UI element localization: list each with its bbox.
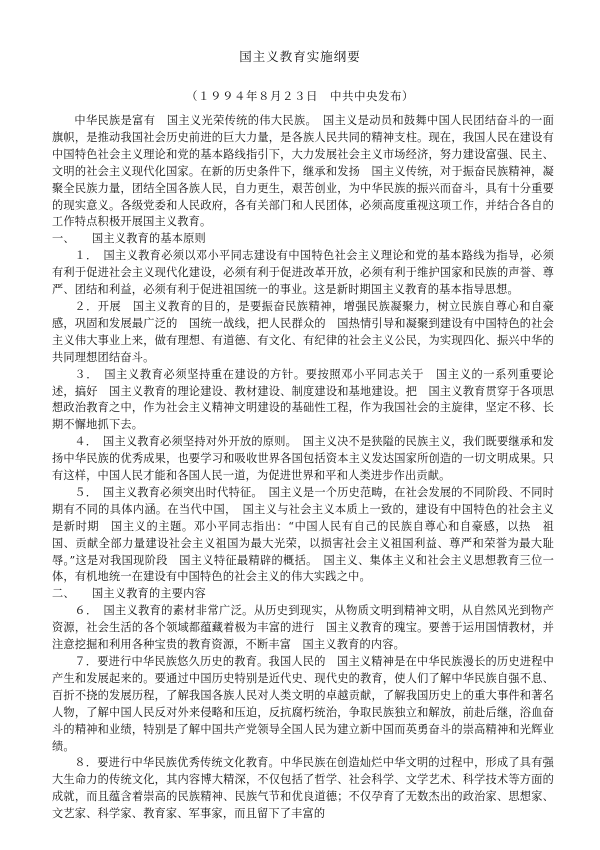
body-paragraph: ８．要进行中华民族优秀传统文化教育。中华民族在创造灿烂中华文明的过程中，形成了具有强大生命力的传统文化，其内容博大精深，不仅包括了哲学、社会科学、文学艺术、科学技术等方面的成就，而且蕴含着崇高的民族精神、民族气节和优良道德；不仅孕育了无数杰出的政治家、思想家、文艺家、科学家、教育家、军事家，而且留下了丰富的: [52, 756, 554, 821]
body-paragraph: ３． 国主义教育必须坚持重在建设的方针。要按照邓小平同志关于 国主义的一系列重要论述，搞好 国主义教育的理论建设、教材建设、制度建设和基地建设。把 国主义教育贯穿于各项思想政治教育之中，作为社会主义精神文明建设的基础性工程，作为我国社会的主旋律，坚定不移、长期不懈地抓下去。: [52, 367, 554, 432]
body-paragraph: １． 国主义教育必须以邓小平同志建设有中国特色社会主义理论和党的基本路线为指导，必须有利于促进社会主义现代化建设，必须有利于促进改革开放，必须有利于维护国家和民族的声誉、尊严、团结和利益，必须有利于促进祖国统一的事业。这是新时期国主义教育的基本指导思想。: [52, 249, 554, 297]
document-subtitle: （１９９４年８月２３日 中共中央发布）: [186, 89, 414, 103]
document-body: [52, 113, 554, 823]
body-paragraph: 中华民族是富有 国主义光荣传统的伟大民族。 国主义是动员和鼓舞中国人民团结奋斗的一面旗帜，是推动我国社会历史前进的巨大力量，是各族人民共同的精神支柱。现在，我国人民在建设有中国特色社会主义理论和党的基本路线指引下，大力发展社会主义市场经济，努力建设富强、民主、文明的社会主义现代化国家。在新的历史条件下，继承和发扬 国主义传统，对于振奋民族精神，凝聚全民族力量，团结全国各族人民，自力更生，艰苦创业，为中华民族的振兴而奋斗，具有十分重要的现实意义。各级党委和人民政府，各有关部门和人民团体，必须高度重视这项工作，并结合各自的工作特点积极开展国主义教育。: [52, 114, 554, 229]
section-heading: [52, 231, 554, 248]
body-paragraph: ６． 国主义教育的素材非常广泛。从历史到现实，从物质文明到精神文明，从自然风光到物产资源，社会生活的各个领域都蕴藏着极为丰富的进行 国主义教育的瑰宝。要善于运用国情教材，并注意挖掘和利用各种宝贵的教育资源，不断丰富 国主义教育的内容。: [52, 604, 554, 652]
section-heading: [52, 586, 554, 603]
section-heading-number: 二、: [52, 587, 75, 601]
body-paragraph: ７．要进行中华民族悠久历史的教育。我国人民的 国主义精神是在中华民族漫长的历史进程中产生和发展起来的。要通过中国历史特别是近代史、现代史的教育，使人们了解中华民族自强不息、百折不挠的发展历程，了解我国各族人民对人类文明的卓越贡献，了解我国历史上的重大事件和著名人物，了解中国人民反对外来侵略和压迫，反抗腐朽统治，争取民族独立和解放，前赴后继，浴血奋斗的精神和业绩，特别是了解中国共产党领导全国人民为建立新中国而英勇奋斗的崇高精神和光辉业绩。: [52, 655, 554, 753]
body-paragraph: ２．开展 国主义教育的目的，是要振奋民族精神，增强民族凝聚力，树立民族自尊心和自豪感，巩固和发展最广泛的 国统一战线，把人民群众的 国热情引导和凝聚到建设有中国特色的社会主义伟大事业上来，做有理想、有道德、有文化、有纪律的社会主义公民，为实现四化、振兴中华的共同理想团结奋斗。: [52, 299, 554, 364]
section-heading-text: 国主义教育的主要内容: [92, 587, 206, 601]
body-paragraph: ４． 国主义教育必须坚持对外开放的原则。 国主义决不是狭隘的民族主义，我们既要继承和发扬中华民族的优秀成果，也要学习和吸收世界各国包括资本主义发达国家所创造的一切文明成果。只有这样，中国人民才能和各国人民一道，为促进世界和平和人类进步作出贡献。: [52, 435, 554, 483]
section-heading-text: 国主义教育的基本原则: [92, 232, 206, 246]
body-paragraph: ５． 国主义教育必须突出时代特征。 国主义是一个历史范畴，在社会发展的不同阶段、不同时期有不同的具体内涵。在当代中国， 国主义与社会主义本质上一致的，建设有中国特色的社会主义是新时期 国主义的主题。邓小平同志指出：“中国人民有自己的民族自尊心和自豪感，以热 祖国、贡献全部力量建设社会主义祖国为最大光荣，以损害社会主义祖国利益、尊严和荣誉为最大耻辱。”这是对我国现阶段 国主义特征最精辟的概括。 国主义、集体主义和社会主义思想教育三位一体，有机地统一在建设有中国特色的社会主义的伟大实践之中。: [52, 485, 554, 584]
section-heading-number: 一、: [52, 232, 75, 246]
document-title: 国主义教育实施纲要: [239, 49, 361, 64]
